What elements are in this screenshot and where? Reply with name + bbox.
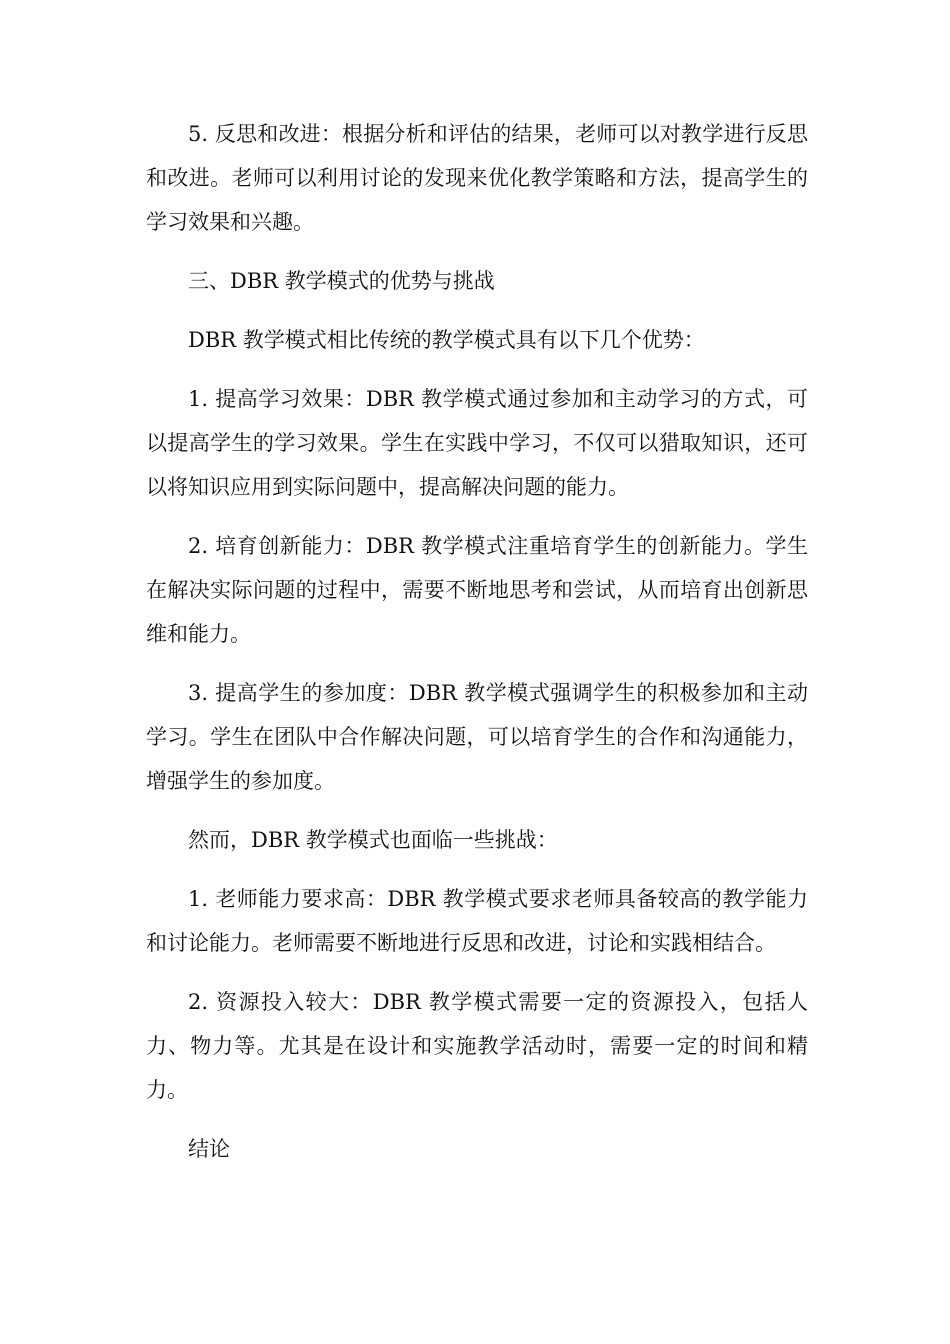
paragraph-advantage-learning-effect: 1. 提高学习效果：DBR 教学模式通过参加和主动学习的方式，可以提高学生的学习效果。学生在实践中学习，不仅可以猎取知识，还可以将知识应用到实际问题中，提高解决问题的能力。 bbox=[146, 387, 808, 499]
paragraph-challenge-resources: 2. 资源投入较大：DBR 教学模式需要一定的资源投入，包括人力、物力等。尤其是在设计和实施教学活动时，需要一定的时间和精力。 bbox=[146, 990, 808, 1102]
paragraph-advantage-innovation: 2. 培育创新能力：DBR 教学模式注重培育学生的创新能力。学生在解决实际问题的过程中，需要不断地思考和尝试，从而培育出创新思维和能力。 bbox=[146, 534, 808, 646]
paragraph-advantages-intro: DBR 教学模式相比传统的教学模式具有以下几个优势： bbox=[188, 328, 705, 352]
section-heading-conclusion: 结论 bbox=[188, 1137, 230, 1161]
paragraph-challenge-teacher-ability: 1. 老师能力要求高：DBR 教学模式要求老师具备较高的教学能力和讨论能力。老师需要不断地进行反思和改进，讨论和实践相结合。 bbox=[146, 887, 808, 955]
document-body bbox=[146, 112, 808, 1186]
section-heading-advantages-challenges: 三、DBR 教学模式的优势与挑战 bbox=[188, 269, 495, 293]
paragraph-advantage-participation: 3. 提高学生的参加度：DBR 教学模式强调学生的积极参加和主动学习。学生在团队中合作解决问题，可以培育学生的合作和沟通能力，增强学生的参加度。 bbox=[146, 681, 808, 793]
paragraph-reflection-improvement: 5. 反思和改进：根据分析和评估的结果，老师可以对教学进行反思和改进。老师可以利用讨论的发现来优化教学策略和方法，提高学生的学习效果和兴趣。 bbox=[146, 122, 808, 234]
paragraph-challenges-intro: 然而，DBR 教学模式也面临一些挑战： bbox=[188, 828, 558, 852]
